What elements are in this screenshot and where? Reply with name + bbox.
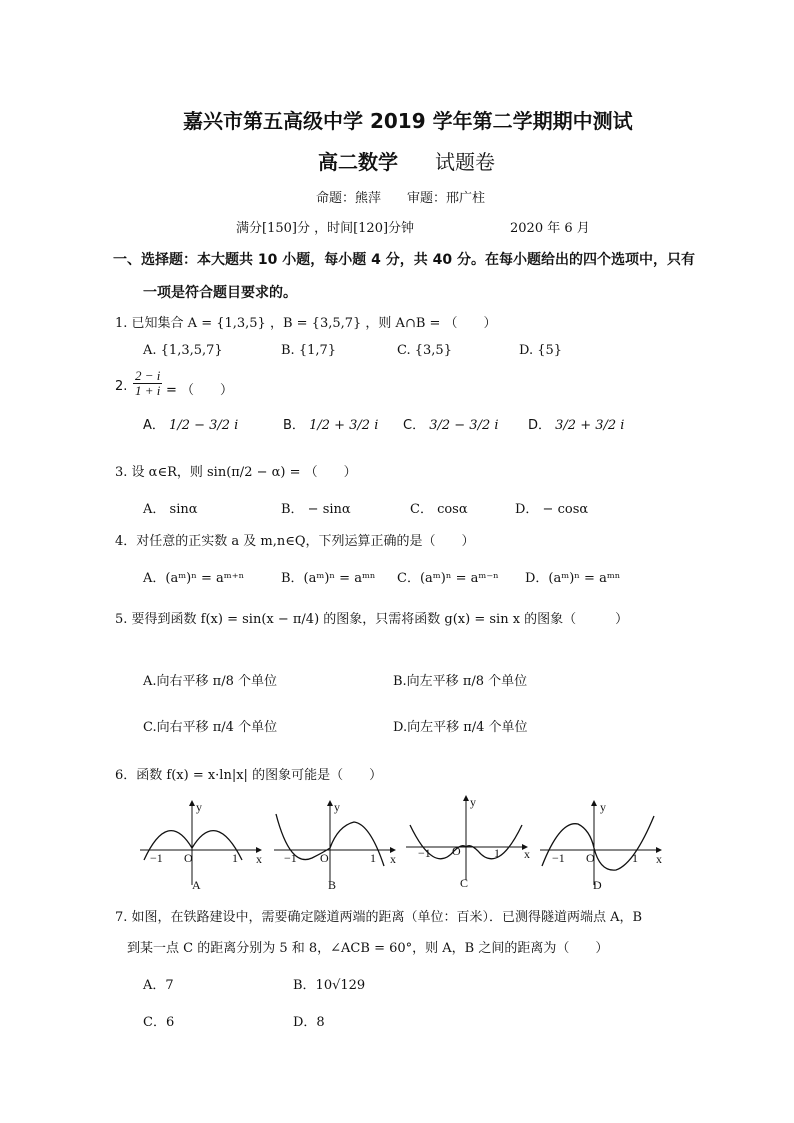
q2-denominator: 1 + i	[135, 383, 161, 398]
q5-stem: 5. 要得到函数 f(x) = sin(x − π/4) 的图象，只需将函数 g(x) = sin x 的图象（ ）	[115, 612, 629, 627]
q6-graph-a-origin: O	[184, 851, 193, 865]
q2-number: 2.	[115, 379, 128, 394]
q2-option-b-expr: 1/2 + 3/2 i	[309, 418, 379, 433]
q6-graph-b-x: x	[390, 852, 396, 866]
section1-instructions-line1: 一、选择题：本大题共 10 小题，每小题 4 分，共 40 分。在每小题给出的四个选项中，只有	[113, 252, 695, 268]
q1-option-c: C. {3,5}	[397, 343, 452, 358]
q6-graph-a-label: A	[192, 878, 201, 892]
q7-option-a: A．7	[143, 978, 174, 993]
q2-option-a-expr: 1/2 − 3/2 i	[169, 418, 239, 433]
q2-option-a-label: A．	[143, 418, 165, 433]
q3-option-d: D． − cosα	[515, 502, 589, 517]
q2-option-a	[143, 414, 238, 433]
q6-graph-b-origin: O	[320, 851, 329, 865]
q2-option-b-label: B．	[283, 418, 305, 433]
q2-numerator: 2 − i	[135, 368, 161, 383]
q6-graph-d-y: y	[600, 800, 606, 814]
q2-fraction	[133, 369, 162, 398]
q6-graph-d-label: D	[593, 878, 602, 892]
q4-option-d: D．(aᵐ)ⁿ = aᵐⁿ	[525, 571, 621, 586]
q3-option-c: C． cosα	[410, 502, 468, 517]
q6-graph-c-label: C	[460, 876, 469, 890]
q6-graph-b-y: y	[334, 800, 340, 814]
q6-graph-a-x: x	[256, 852, 262, 866]
q5-option-a: A.向右平移 π/8 个单位	[143, 674, 277, 689]
q6-graph-d-x: x	[656, 852, 662, 866]
q1-stem: 1. 已知集合 A = {1,3,5} ，B = {3,5,7} ，则 A∩B = （ ）	[115, 316, 497, 331]
q6-graph-d-origin: O	[586, 851, 595, 865]
q4-option-a: A．(aᵐ)ⁿ = aᵐ⁺ⁿ	[143, 571, 245, 586]
q2-option-c	[403, 414, 499, 433]
q6-graph-c-x: x	[524, 847, 530, 861]
q6-graph-c-origin: O	[452, 844, 461, 858]
q2-option-d-label: D．	[528, 418, 552, 433]
q6-graph-c-y: y	[470, 795, 476, 809]
q7-stem-line1: 7. 如图，在铁路建设中，需要确定隧道两端的距离（单位：百米）．已测得隧道两端点 A，B	[115, 910, 643, 925]
q6-graph-a-one: 1	[232, 851, 238, 865]
exam-date: 2020 年 6 月	[510, 221, 590, 236]
q6-graph-d-neg1: −1	[552, 851, 565, 865]
q3-stem: 3. 设 α∈R，则 sin(π/2 − α) = （ ）	[115, 465, 357, 480]
exam-meta: 满分[150]分 ，时间[120]分钟	[236, 221, 415, 236]
q7-option-d: D．8	[293, 1015, 325, 1030]
q1-option-a: A. {1,3,5,7}	[143, 343, 223, 358]
q1-option-b: B. {1,7}	[281, 343, 337, 358]
q5-option-d: D.向左平移 π/4 个单位	[393, 720, 528, 735]
exam-subtitle-type: 试题卷	[435, 150, 495, 174]
q2-suffix: = （ ）	[166, 383, 234, 398]
exam-subtitle-subject: 高二数学	[318, 150, 398, 174]
exam-authors: 命题：熊萍 审题：邢广柱	[316, 191, 486, 206]
q6-graph-b-neg1: −1	[284, 851, 297, 865]
q5-option-b: B.向左平移 π/8 个单位	[393, 674, 528, 689]
q2-option-d	[528, 414, 624, 433]
q6-graph-a-y: y	[196, 800, 202, 814]
q2-option-b	[283, 414, 378, 433]
q2-option-d-expr: 3/2 + 3/2 i	[555, 418, 625, 433]
q6-graph-c-neg1: −1	[418, 846, 431, 860]
q7-stem-line2: 到某一点 C 的距离分别为 5 和 8，∠ACB = 60°，则 A，B 之间的距离为（ ）	[127, 941, 609, 956]
exam-title: 嘉兴市第五高级中学 2019 学年第二学期期中测试	[183, 109, 633, 133]
section1-instructions-line2: 一项是符合题目要求的。	[143, 285, 297, 301]
q4-option-c: C．(aᵐ)ⁿ = aᵐ⁻ⁿ	[397, 571, 499, 586]
q5-option-c: C.向右平移 π/4 个单位	[143, 720, 278, 735]
q6-graph-c	[404, 795, 528, 885]
q3-option-a: A． sinα	[143, 502, 198, 517]
q4-option-b: B．(aᵐ)ⁿ = aᵐⁿ	[281, 571, 376, 586]
q1-option-d: D. {5}	[519, 343, 563, 358]
q7-option-b: B．10√129	[293, 978, 366, 993]
q2-option-c-expr: 3/2 − 3/2 i	[429, 418, 499, 433]
q6-graph-b-one: 1	[370, 851, 376, 865]
q6-graph-b-label: B	[328, 878, 337, 892]
q6-graph-c-one: 1	[494, 846, 500, 860]
q4-stem: 4．对任意的正实数 a 及 m,n∈Q，下列运算正确的是（ ）	[115, 534, 475, 549]
q6-stem: 6．函数 f(x) = x·ln|x| 的图象可能是（ ）	[115, 768, 383, 783]
q6-graph-d-one: 1	[632, 851, 638, 865]
q2-option-c-label: C．	[403, 418, 426, 433]
q7-option-c: C．6	[143, 1015, 175, 1030]
q6-graph-a-neg1: −1	[150, 851, 163, 865]
q3-option-b: B． − sinα	[281, 502, 351, 517]
